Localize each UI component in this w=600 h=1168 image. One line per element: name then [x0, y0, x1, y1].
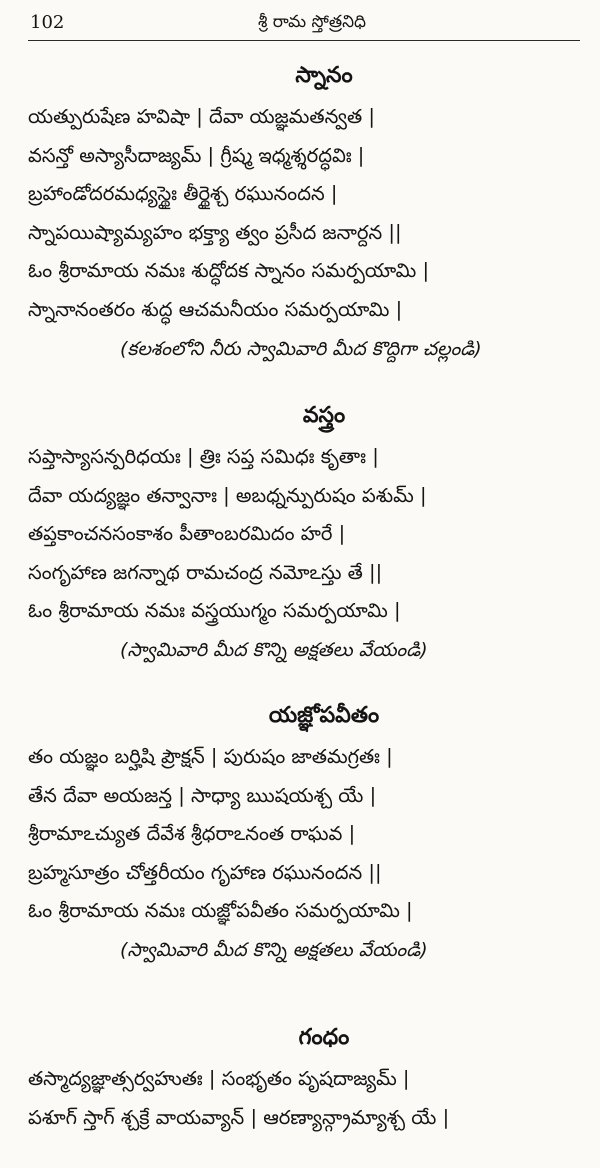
section-heading: యజ్ఞోపవీతం [268, 703, 380, 728]
verse-line: సప్తాస్యాసన్పరిధయః | త్రిః సప్త సమిధః కృతాః | [28, 445, 379, 468]
verse-line: స్నాపయిష్యామ్యహం భక్త్యా త్వం ప్రసీద జనార్దన || [28, 220, 402, 244]
verse-line: తస్మాద్యజ్ఞాత్సర్వహుతః | సంభృతం పృషదాజ్యమ్ | [28, 1067, 410, 1090]
section-heading: స్నానం [295, 63, 353, 88]
section-vastram [28, 398, 580, 669]
verse-line: బ్రహాండోదరమధ్యస్థైః తీర్థైశ్చ రఘునందన | [28, 182, 338, 206]
section-heading: వస్త్రం [302, 403, 346, 428]
verse-line: ఓం శ్రీరామాయ నమః వస్త్రయుగ్మం సమర్పయామి | [28, 599, 401, 623]
verse-line: శ్రీరామాఽచ్యుత దేవేశ శ్రీధరాఽనంత రాఘవ | [28, 822, 356, 846]
verse-line: ఓం శ్రీరామాయ నమః యజ్ఞోపవీతం సమర్పయామి | [28, 899, 413, 923]
section-snanam [28, 58, 580, 368]
verse-line: స్నానానంతరం శుద్ధ ఆచమనీయం సమర్పయామి | [28, 297, 403, 321]
section-yajnopavitam [28, 698, 580, 969]
instruction-note: (స్వామివారి మీద కొన్ని అక్షతలు వేయండి) [120, 938, 428, 961]
page-header [28, 10, 580, 41]
section-gandham [28, 1020, 580, 1137]
instruction-note: (స్వామివారి మీద కొన్ని అక్షతలు వేయండి) [120, 638, 428, 661]
instruction-note: (కలశంలోని నీరు స్వామివారి మీద కొద్దిగా చల్లండి) [120, 337, 482, 360]
verse-line: ఓం శ్రీరామాయ నమః శుద్ధోదక స్నానం సమర్పయామి | [28, 259, 430, 283]
verse-line: సంగృహాణ జగన్నాథ రామచంద్ర నమోఽస్తు తే || [28, 560, 383, 584]
verse-line: బ్రహ్మసూత్రం చోత్తరీయం గృహాణ రఘునందన || [28, 860, 382, 884]
verse-line: తప్తకాంచనసంకాశం పీతాంబరమిదం హరే | [28, 522, 346, 546]
running-title: శ్రీ రామ స్తోత్రనిధి [258, 12, 367, 32]
verse-line: యత్పురుషేణ హవిషా | దేవా యజ్ఞమతన్వత | [28, 105, 375, 128]
verse-line: తం యజ్ఞం బర్హిషి ప్రౌక్షన్ | పురుషం జాతమగ్రతః | [28, 745, 393, 768]
verse-line: తేన దేవా అయజన్త | సాధ్యా ఋషయశ్చ యే | [28, 783, 377, 807]
section-heading: గంధం [298, 1025, 350, 1050]
verse-line: దేవా యద్యజ్ఞం తన్వానాః | అబధ్నన్పురుషం పశుమ్ | [28, 483, 427, 507]
verse-line: పశూగ్ స్తాగ్ శ్చక్రే వాయవ్యాన్ | ఆరణ్యాన్గ్రామ్యాశ్చ యే | [28, 1105, 450, 1129]
verse-line: వసన్తో అస్యాసీదాజ్యమ్ | గ్రీష్మ ఇధ్మశ్శరద్ధవిః | [28, 143, 365, 167]
page-number: 102 [30, 12, 65, 33]
